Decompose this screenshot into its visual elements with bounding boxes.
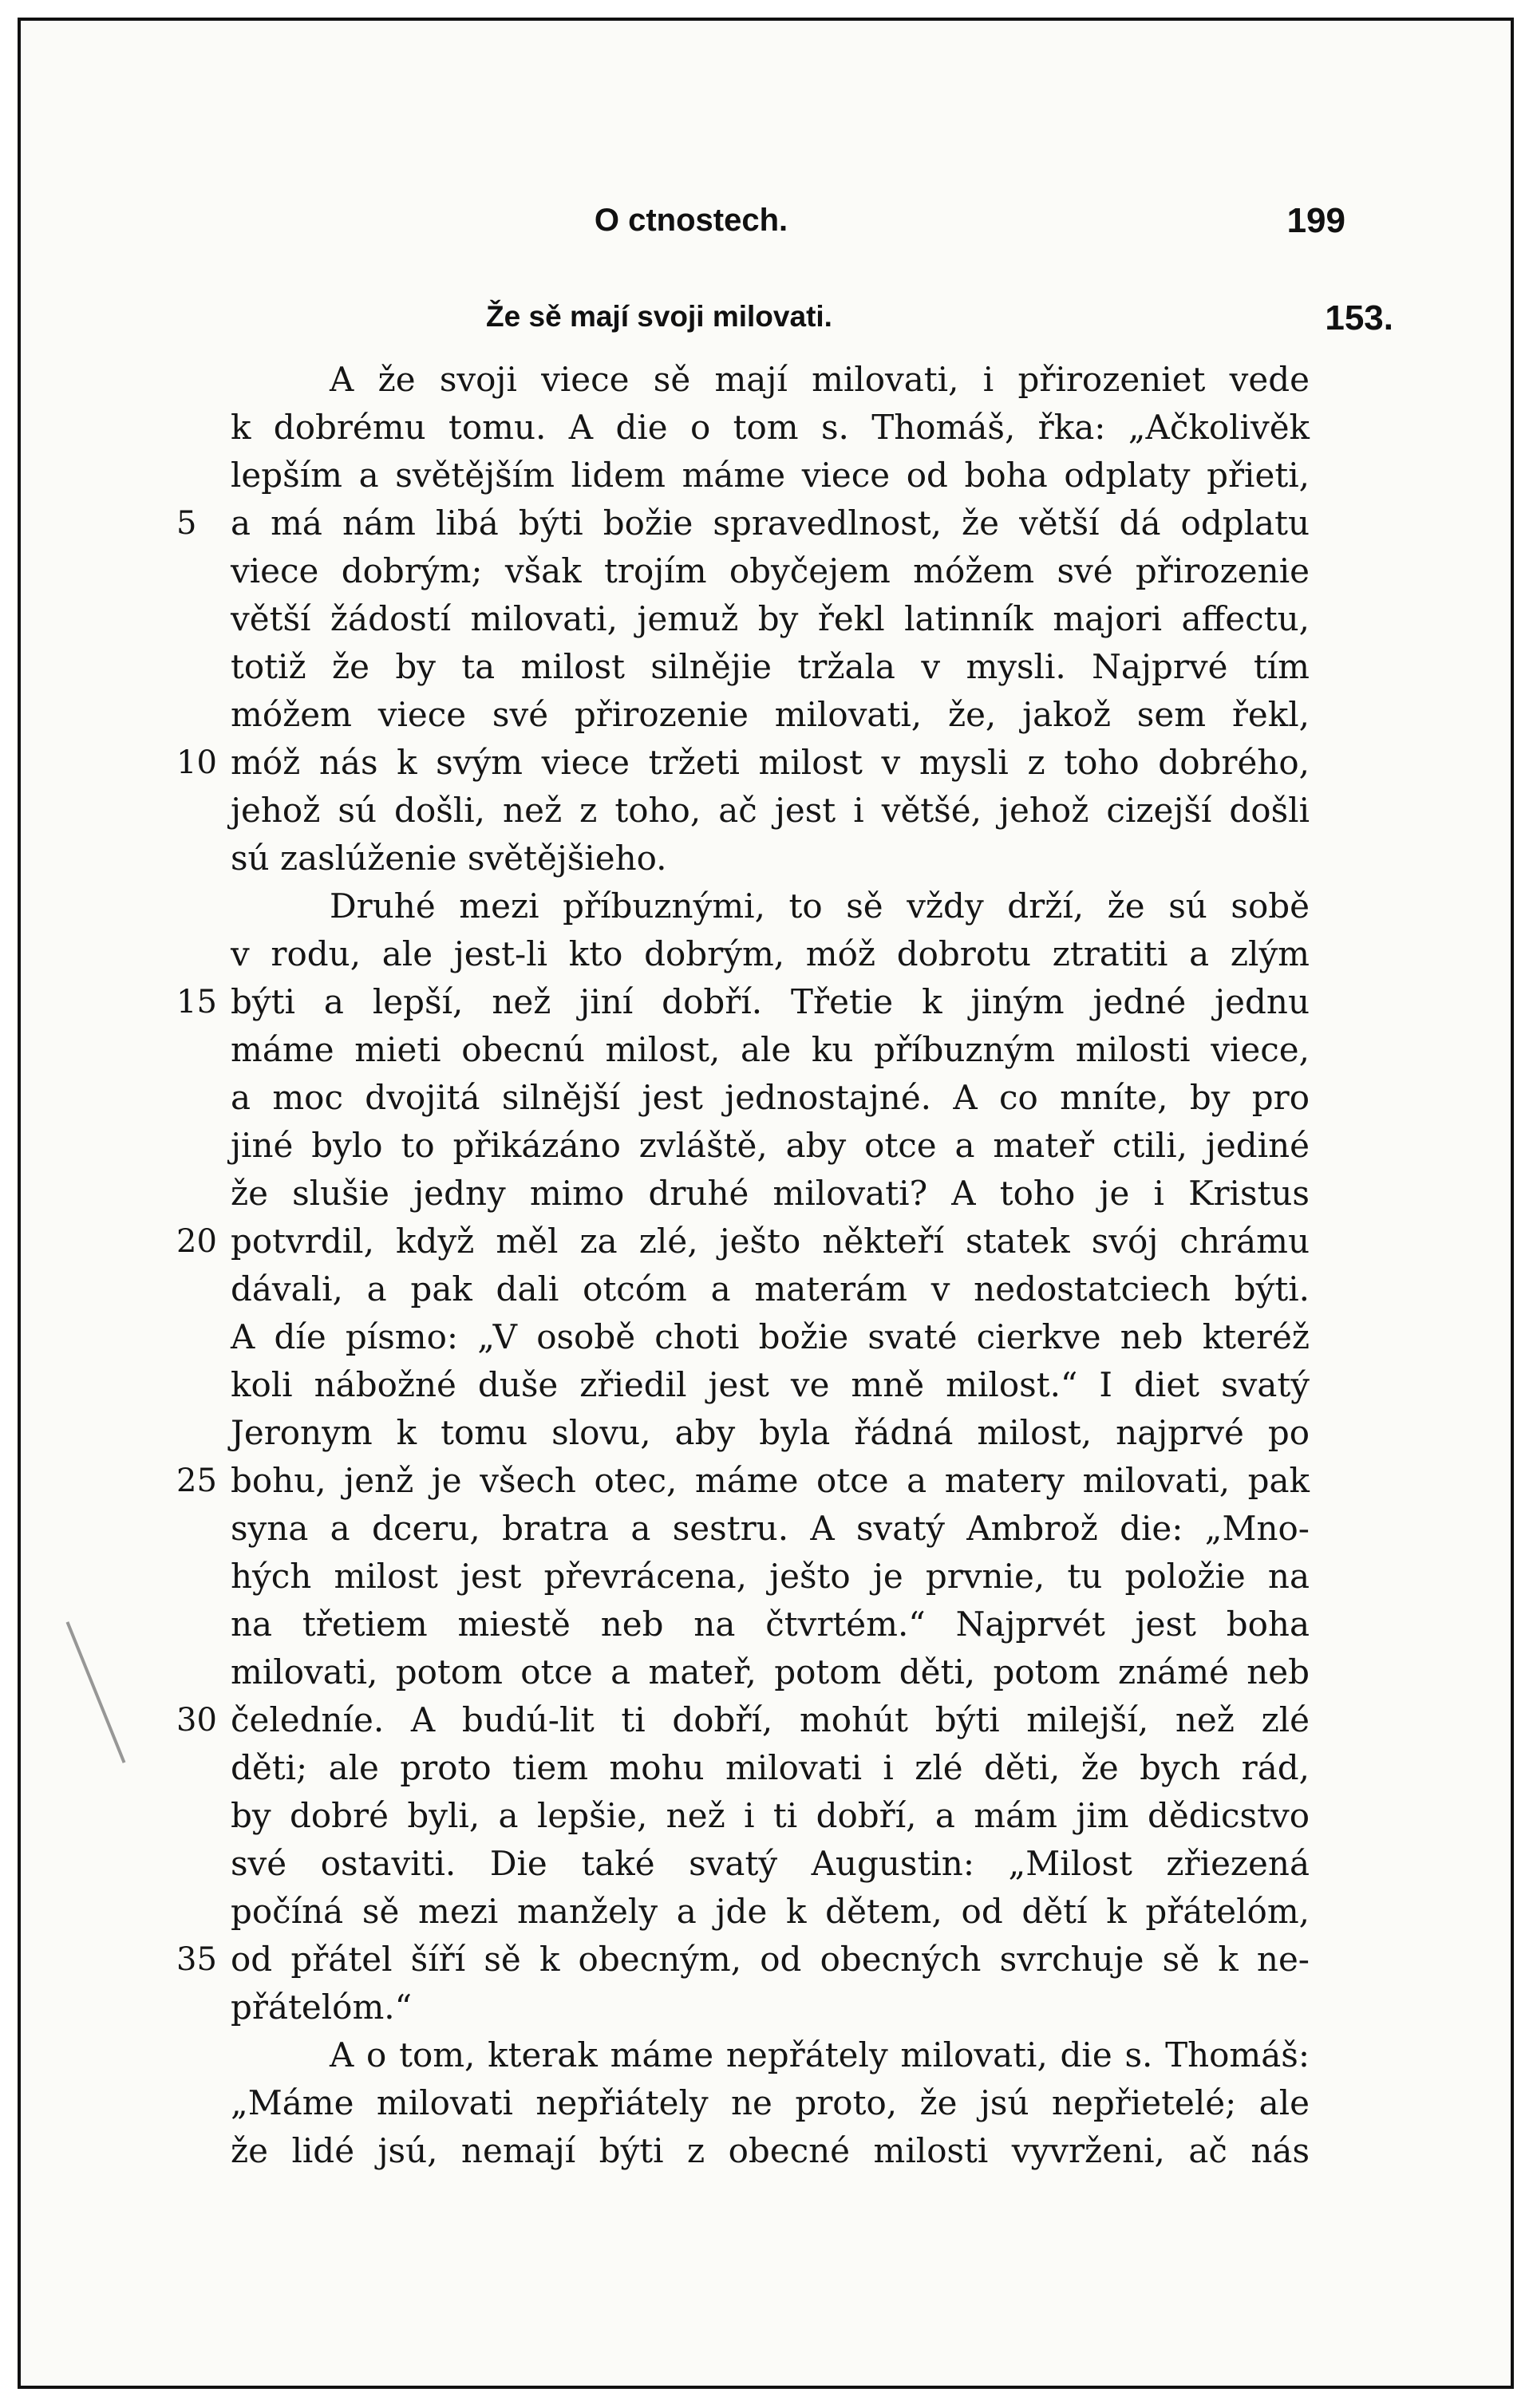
text-line: móžem viece své přirozenie milovati, že, jakož sem řekl, [231,695,1310,734]
margin-mark [66,1621,126,1763]
text-line: bohu, jenž je všech otec, máme otce a matery milovati, pak [231,1461,1310,1500]
text-line: koli nábožné duše zřiedil jest ve mně milost.“ I diet svatý [231,1365,1310,1404]
section-title: Že sě mají svoji milovati. [486,300,832,333]
text-line: že lidé jsú, nemají býti z obecné milosti vyvrženi, ač nás [231,2131,1310,2170]
text-line: a má nám libá býti božie spravedlnost, že větší dá odplatu [231,503,1310,543]
text-line: k dobrému tomu. A die o tom s. Thomáš, řka: „Ačkolivěk [231,408,1310,447]
text-line: přátelóm.“ [231,1988,413,2027]
text-line: býti a lepší, než jiní dobří. Třetie k jiným jedné jednu [231,982,1310,1021]
text-line: větší žádostí milovati, jemuž by řekl latinník majori affectu, [231,599,1310,638]
text-line: jiné bylo to přikázáno zvláště, aby otce a mateř ctili, jediné [231,1126,1310,1165]
text-line: A díe písmo: „V osobě choti božie svaté cierkve neb kteréž [231,1317,1310,1356]
text-line: Druhé mezi příbuznými, to sě vždy drží, že sú sobě [330,886,1310,926]
section-number: 153. [1325,298,1393,338]
text-line: své ostaviti. Die také svatý Augustin: „Milost zřiezená [231,1844,1310,1883]
text-line: na třetiem miestě neb na čtvrtém.“ Najprvét jest boha [231,1605,1310,1644]
text-line: sú zaslúženie světějšieho. [231,839,667,878]
text-line: by dobré byli, a lepšie, než i ti dobří, a mám jim dědicstvo [231,1796,1310,1835]
text-line: čeledníe. A budú-lit ti dobří, mohút býti milejší, než zlé [231,1700,1310,1739]
page-number: 199 [1286,201,1345,240]
line-number: 15 [176,984,217,1020]
line-number: 20 [176,1223,217,1260]
text-line: máme mieti obecnú milost, ale ku příbuzným milosti viece, [231,1030,1310,1069]
text-line: a moc dvojitá silnější jest jednostajné. A co mníte, by pro [231,1078,1310,1117]
text-line: potvrdil, když měl za zlé, ješto někteří statek svój chrámu [231,1222,1310,1261]
text-line: milovati, potom otce a mateř, potom děti, potom známé neb [231,1652,1310,1692]
text-line: viece dobrým; však trojím obyčejem móžem své přirozenie [231,551,1310,590]
text-line: děti; ale proto tiem mohu milovati i zlé děti, že bych rád, [231,1748,1310,1787]
line-number: 30 [176,1702,217,1739]
text-line: syna a dceru, bratra a sestru. A svatý Ambrož die: „Mno- [231,1509,1310,1548]
text-line: móž nás k svým viece tržeti milost v mysli z toho dobrého, [231,743,1310,782]
running-header: O ctnostech. [594,203,788,238]
text-line: lepším a světějším lidem máme viece od boha odplaty přieti, [231,456,1310,495]
text-line: totiž že by ta milost silnějie tržala v mysli. Najprvé tím [231,647,1310,686]
text-line: Jeronym k tomu slovu, aby byla řádná milost, najprvé po [231,1413,1310,1452]
text-line: A že svoji viece sě mají milovati, i přirozeniet vede [330,360,1310,399]
line-number: 5 [176,505,197,542]
text-line: dávali, a pak dali otcóm a materám v nedostatciech býti. [231,1269,1310,1309]
text-line: jehož sú došli, než z toho, ač jest i většé, jehož cizejší došli [231,791,1310,830]
text-line: v rodu, ale jest-li kto dobrým, móž dobrotu ztratiti a zlým [231,934,1310,973]
text-line: A o tom, kterak máme nepřátely milovati, die s. Thomáš: [330,2035,1310,2074]
text-line: od přátel šíří sě k obecným, od obecných svrchuje sě k ne- [231,1940,1310,1979]
text-line: hých milost jest převrácena, ješto je prvnie, tu položie na [231,1557,1310,1596]
text-line: že slušie jedny mimo druhé milovati? A toho je i Kristus [231,1174,1310,1213]
text-line: počíná sě mezi manžely a jde k dětem, od dětí k přátelóm, [231,1892,1310,1931]
line-number: 25 [176,1463,217,1499]
line-number: 35 [176,1941,217,1978]
text-line: „Máme milovati nepřiátely ne proto, že jsú nepřietelé; ale [231,2083,1310,2122]
page-frame [18,18,1514,2389]
line-number: 10 [176,744,217,781]
